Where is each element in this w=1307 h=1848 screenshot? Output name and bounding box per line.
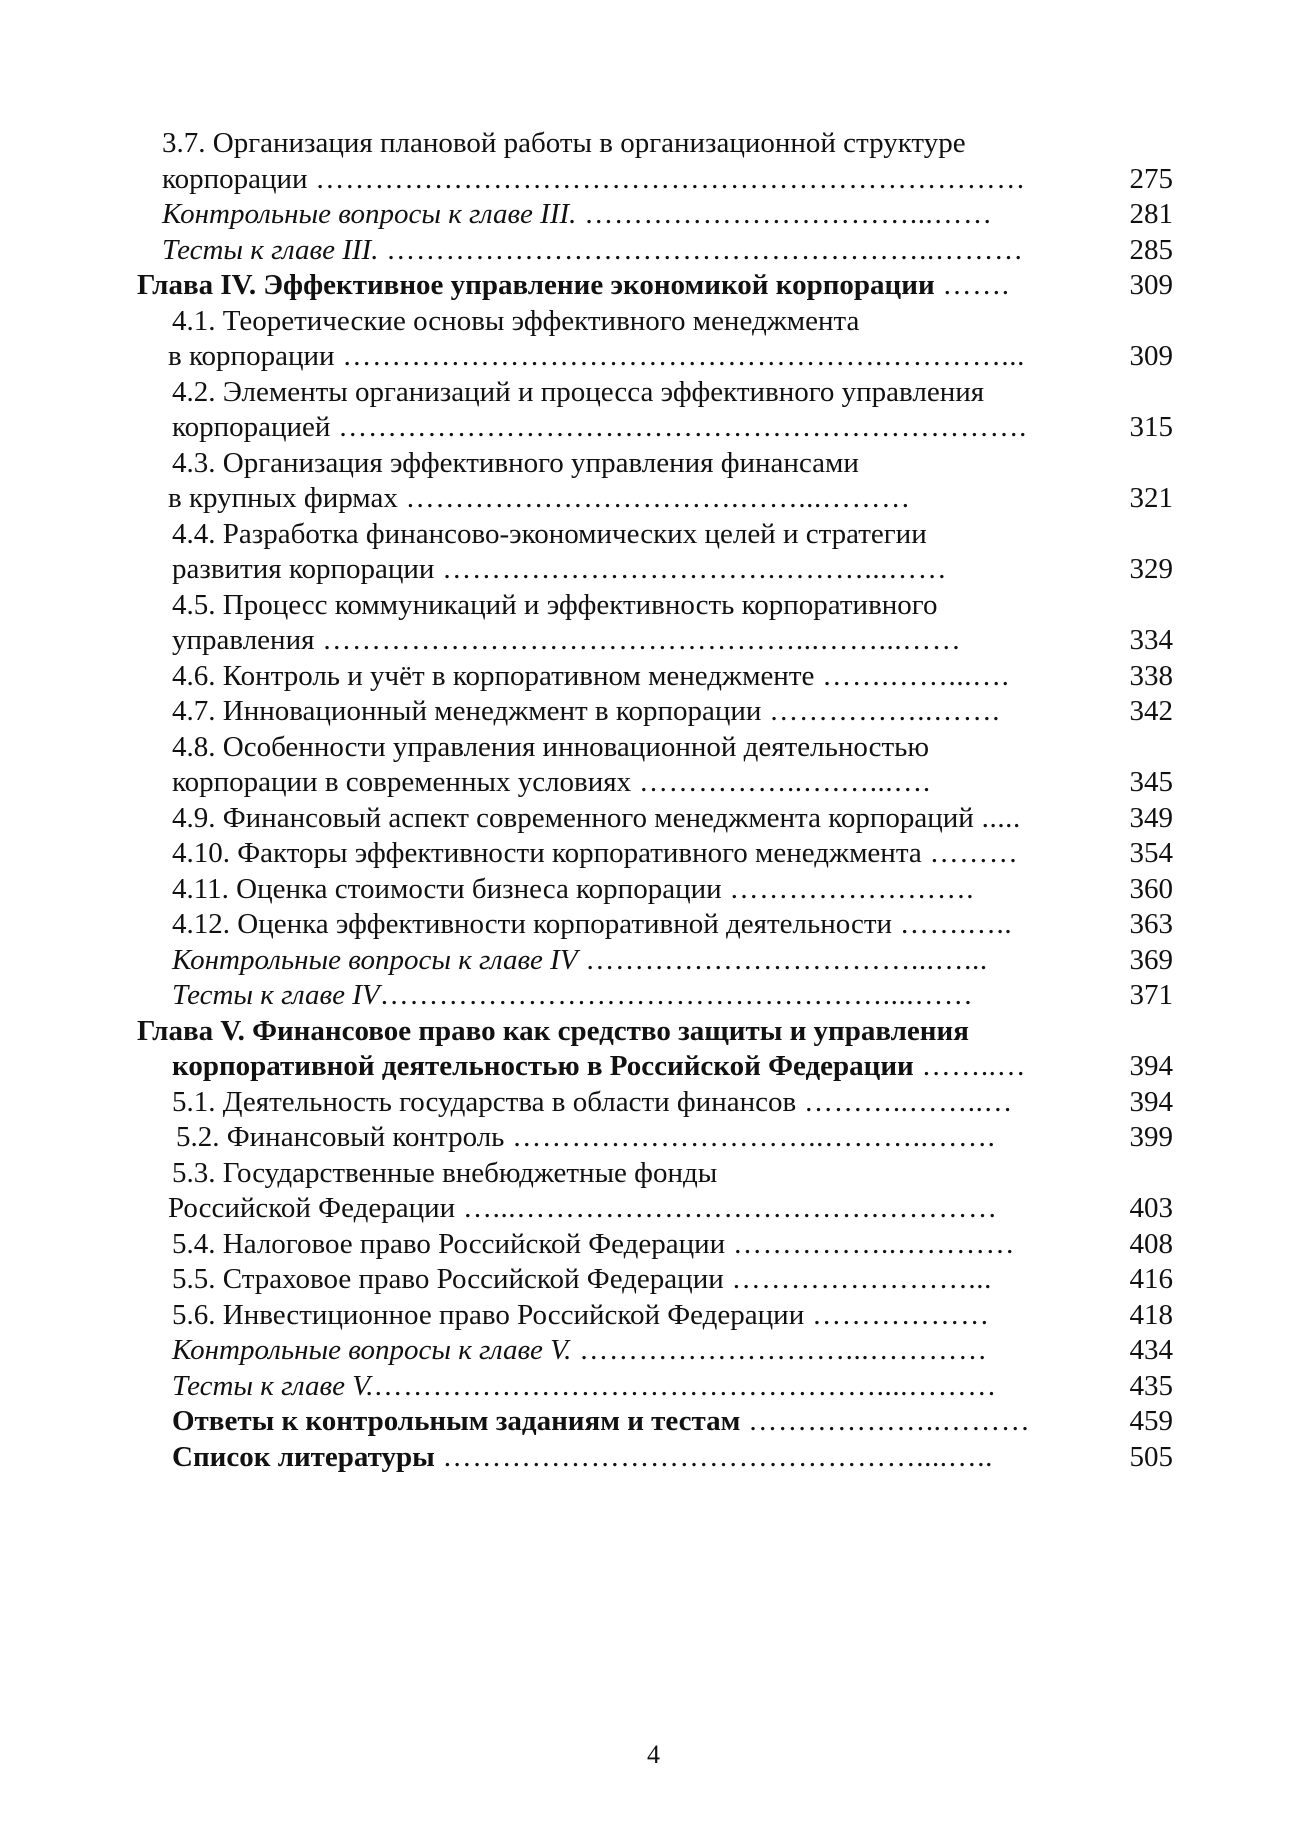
- toc-entry-page: 416: [1129, 1263, 1173, 1295]
- toc-entry-title: 4.10. Факторы эффективности корпоративного менеджмента: [172, 837, 922, 869]
- toc-entry-text-wrap: [162, 126, 966, 162]
- toc-entry-leader-dots: ……………………………...……: [576, 198, 993, 230]
- toc-entry-text-wrap: [162, 233, 1024, 269]
- toc-entry: [0, 304, 1307, 340]
- toc-entry-leader-dots: ………………………...…………: [571, 1334, 988, 1366]
- toc-entry-leader-dots: …………………………..………..…….: [504, 1121, 996, 1153]
- toc-entry-leader-dots: ……………………...: [723, 1263, 992, 1295]
- toc-entry: [0, 162, 1307, 198]
- toc-entry-text-wrap: [162, 197, 993, 233]
- toc-entry-page: 403: [1129, 1192, 1173, 1224]
- toc-entry-page: 505: [1129, 1440, 1173, 1473]
- toc-entry-text-wrap: [137, 268, 1010, 304]
- toc-entry-text-wrap: [172, 517, 927, 553]
- toc-entry-text-wrap: [172, 1298, 990, 1334]
- toc-entry-text-wrap: [172, 836, 1018, 872]
- toc-entry-title: корпорации: [162, 162, 308, 195]
- toc-entry-page: 342: [1129, 695, 1173, 727]
- toc-entry-text-wrap: [162, 162, 1026, 198]
- toc-entry-title: Ответы к контрольным заданиям и тестам: [172, 1405, 741, 1437]
- toc-entry-leader-dots: ………: [921, 837, 1019, 869]
- toc-entry-title: 4.1. Теоретические основы эффективного менеджмента: [172, 304, 860, 337]
- toc-entry-leader-dots: ……………………………...…...: [577, 943, 988, 976]
- toc-entry-text-wrap: [168, 339, 1025, 375]
- toc-entry: [0, 872, 1307, 908]
- toc-entry-text-wrap: [172, 1049, 1026, 1085]
- toc-entry-leader-dots: ……………………………………………….…………...: [334, 340, 1025, 372]
- toc-entry: [0, 375, 1307, 411]
- toc-entry-title: 5.6. Инвестиционное право Российской Федерации: [172, 1298, 805, 1331]
- toc-entry: [0, 197, 1307, 233]
- toc-entry-page: 349: [1129, 801, 1173, 834]
- toc-entry: [0, 1440, 1307, 1476]
- toc-entry-title: 4.11. Оценка стоимости бизнеса корпорации: [172, 872, 722, 905]
- toc-entry-text-wrap: [137, 1014, 969, 1050]
- toc-entry: [0, 623, 1307, 659]
- toc-entry-text-wrap: [172, 375, 984, 411]
- toc-entry-leader-dots: ………..……..…: [796, 1085, 1014, 1118]
- toc-entry-text-wrap: [172, 552, 947, 588]
- toc-entry-text-wrap: [172, 659, 1010, 695]
- toc-entry-page: 354: [1129, 837, 1173, 869]
- toc-entry-leader-dots: …………………………….……...………: [397, 482, 911, 514]
- toc-entry-title: корпорации в современных условиях: [172, 766, 632, 798]
- toc-entry-text-wrap: [172, 730, 929, 766]
- toc-entry-leader-dots: …………………….: [721, 872, 975, 905]
- toc-entry-title: Контрольные вопросы к главе IV: [172, 943, 578, 976]
- toc-entry-title: 5.4. Налоговое право Российской Федерации: [172, 1227, 726, 1260]
- toc-entry-leader-dots: …...……………………………….…………: [455, 1192, 998, 1224]
- toc-entry-title: Список литературы: [172, 1440, 435, 1473]
- toc-entry-title: 4.4. Разработка финансово-экономических целей и стратегии: [172, 517, 927, 550]
- toc-entry-leader-dots: …………………………………………………………….: [330, 411, 1027, 443]
- table-of-contents: [0, 126, 1307, 1475]
- toc-entry-page: 394: [1129, 1085, 1173, 1118]
- toc-entry-title: Глава V. Финансовое право как средство защиты и управления: [137, 1014, 969, 1047]
- toc-entry-title: 4.9. Финансовый аспект современного менеджмента корпораций: [172, 801, 974, 834]
- toc-entry: [0, 1191, 1307, 1227]
- toc-entry-text-wrap: [172, 410, 1027, 446]
- toc-entry: [0, 1049, 1307, 1085]
- page-number: 4: [647, 1740, 660, 1769]
- toc-entry-title: 4.6. Контроль и учёт в корпоративном менеджменте: [172, 659, 815, 692]
- toc-entry: [0, 268, 1307, 304]
- toc-entry-page: 363: [1129, 908, 1173, 940]
- toc-entry-title: в крупных фирмах: [168, 482, 398, 514]
- toc-entry-leader-dots: ……………………………………………....……: [379, 979, 974, 1011]
- toc-entry-leader-dots: …….……...….: [814, 659, 1010, 692]
- toc-entry: [0, 339, 1307, 375]
- toc-entry-title: 4.3. Организация эффективного управления финансами: [172, 446, 859, 479]
- toc-entry-page: 275: [1129, 162, 1173, 195]
- toc-entry: [0, 978, 1307, 1014]
- toc-entry-title: корпоративной деятельностью в Российской Федерации: [172, 1050, 914, 1082]
- toc-entry-text-wrap: [172, 765, 931, 801]
- toc-entry-title: в корпорации: [168, 340, 335, 372]
- toc-entry-leader-dots: ………………..………: [740, 1405, 1031, 1437]
- toc-entry-text-wrap: [172, 801, 1021, 837]
- toc-entry: [0, 1333, 1307, 1369]
- toc-entry-leader-dots: ………………………………………………………………: [307, 162, 1026, 195]
- toc-entry: [0, 943, 1307, 979]
- toc-entry-text-wrap: [172, 1440, 993, 1476]
- toc-entry-title: 4.5. Процесс коммуникаций и эффективность корпоративного: [172, 588, 938, 621]
- toc-entry: [0, 588, 1307, 624]
- toc-entry-page: 408: [1129, 1227, 1173, 1260]
- toc-entry: [0, 1404, 1307, 1440]
- toc-entry-text-wrap: [172, 1156, 717, 1192]
- toc-entry-title: 4.8. Особенности управления инновационной деятельностью: [172, 730, 930, 763]
- toc-entry-text-wrap: [172, 1369, 997, 1405]
- toc-entry: [0, 1085, 1307, 1121]
- toc-entry-leader-dots: …………………………………………....…..: [434, 1440, 993, 1473]
- toc-entry-page: 309: [1129, 340, 1173, 372]
- toc-entry: [0, 659, 1307, 695]
- toc-entry: [0, 517, 1307, 553]
- toc-entry: [0, 552, 1307, 588]
- toc-entry-title: Тесты к главе V.: [172, 1369, 374, 1402]
- toc-entry-page: 360: [1129, 872, 1173, 905]
- toc-entry: [0, 836, 1307, 872]
- toc-entry-title: Тесты к главе III.: [162, 233, 379, 266]
- toc-entry-page: 399: [1129, 1121, 1173, 1153]
- toc-entry-text-wrap: [172, 1333, 988, 1369]
- toc-entry: [0, 730, 1307, 766]
- toc-entry-title: 4.7. Инновационный менеджмент в корпорации: [172, 695, 762, 727]
- toc-entry-leader-dots: ………………: [804, 1298, 990, 1331]
- toc-entry: [0, 1120, 1307, 1156]
- toc-entry-leader-dots: ……..…: [913, 1050, 1027, 1082]
- toc-entry-leader-dots: ……………..…………: [725, 1227, 1016, 1260]
- toc-entry-title: управления: [172, 624, 315, 656]
- toc-entry-leader-dots: ……………..….…...….: [631, 766, 931, 798]
- toc-entry-page: 315: [1129, 411, 1173, 443]
- toc-entry-leader-dots: ………………………………………………..………: [378, 233, 1024, 266]
- toc-entry-title: 5.1. Деятельность государства в области финансов: [172, 1085, 797, 1118]
- toc-entry-text-wrap: [172, 872, 974, 908]
- toc-entry-leader-dots: .....: [973, 801, 1021, 834]
- toc-entry-text-wrap: [168, 1191, 998, 1227]
- toc-entry-page: 434: [1129, 1334, 1173, 1366]
- toc-entry-title: корпорацией: [172, 411, 331, 443]
- toc-entry-page: 338: [1129, 659, 1173, 692]
- toc-entry-text-wrap: [172, 446, 859, 482]
- toc-entry-text-wrap: [176, 1120, 996, 1156]
- toc-entry-text-wrap: [172, 588, 937, 624]
- toc-entry-page: 435: [1129, 1369, 1173, 1402]
- toc-entry-text-wrap: [172, 978, 973, 1014]
- toc-entry: [0, 126, 1307, 162]
- toc-entry-text-wrap: [172, 694, 1000, 730]
- toc-entry-leader-dots: …………………………………………...……...……: [314, 624, 962, 656]
- toc-entry-title: 5.2. Финансовый контроль: [176, 1121, 505, 1153]
- toc-entry: [0, 1262, 1307, 1298]
- toc-entry: [0, 801, 1307, 837]
- toc-entry-text-wrap: [172, 304, 859, 340]
- toc-entry-page: 459: [1129, 1405, 1173, 1437]
- toc-entry-leader-dots: ……………..…….: [761, 695, 1001, 727]
- toc-entry-page: 329: [1129, 553, 1173, 585]
- toc-entry-title: 4.12. Оценка эффективности корпоративной деятельности: [172, 908, 893, 940]
- toc-entry-text-wrap: [172, 1262, 992, 1298]
- toc-entry-page: 418: [1129, 1298, 1173, 1331]
- toc-entry-page: 281: [1129, 198, 1173, 230]
- toc-entry-page: 371: [1129, 979, 1173, 1011]
- toc-entry: [0, 1227, 1307, 1263]
- toc-entry-leader-dots: ……………………………………………....………: [373, 1369, 997, 1402]
- toc-entry: [0, 1298, 1307, 1334]
- toc-entry-leader-dots: …….: [934, 269, 1010, 301]
- toc-entry: [0, 1014, 1307, 1050]
- toc-entry-leader-dots: …………………………….………...……: [434, 553, 948, 585]
- toc-entry: [0, 907, 1307, 943]
- toc-entry-text-wrap: [172, 1085, 1013, 1121]
- toc-entry-title: 5.5. Страховое право Российской Федерации: [172, 1263, 724, 1295]
- toc-entry-title: 5.3. Государственные внебюджетные фонды: [172, 1156, 718, 1189]
- toc-entry-text-wrap: [172, 943, 988, 979]
- toc-entry-page: 321: [1129, 482, 1173, 514]
- toc-entry: [0, 694, 1307, 730]
- toc-entry-title: Контрольные вопросы к главе V.: [172, 1334, 572, 1366]
- toc-entry: [0, 1369, 1307, 1405]
- toc-entry-page: 345: [1129, 766, 1173, 798]
- toc-entry: [0, 481, 1307, 517]
- toc-entry-page: 309: [1129, 269, 1173, 301]
- toc-entry-text-wrap: [168, 481, 911, 517]
- toc-entry: [0, 765, 1307, 801]
- toc-entry-text-wrap: [172, 623, 961, 659]
- toc-entry-page: 334: [1129, 624, 1173, 656]
- toc-entry: [0, 233, 1307, 269]
- toc-entry: [0, 1156, 1307, 1192]
- toc-entry-title: 3.7. Организация плановой работы в организационной структуре: [162, 127, 966, 159]
- toc-entry-title: Глава IV. Эффективное управление экономикой корпорации: [137, 269, 935, 301]
- toc-entry-leader-dots: …….…..: [892, 908, 1013, 940]
- toc-entry-page: 285: [1129, 233, 1173, 266]
- toc-entry-text-wrap: [172, 1227, 1015, 1263]
- toc-entry-title: 4.2. Элементы организаций и процесса эффективного управления: [172, 375, 985, 408]
- toc-entry-page: 394: [1129, 1050, 1173, 1082]
- toc-entry-page: 369: [1129, 943, 1173, 976]
- toc-entry-text-wrap: [172, 907, 1012, 943]
- toc-entry-title: развития корпорации: [172, 553, 435, 585]
- toc-entry-title: Тесты к главе IV: [172, 979, 380, 1011]
- toc-entry: [0, 410, 1307, 446]
- toc-entry-title: Российской Федерации: [168, 1192, 456, 1224]
- toc-entry: [0, 446, 1307, 482]
- toc-entry-text-wrap: [172, 1404, 1030, 1440]
- toc-entry-title: Контрольные вопросы к главе III.: [162, 198, 577, 230]
